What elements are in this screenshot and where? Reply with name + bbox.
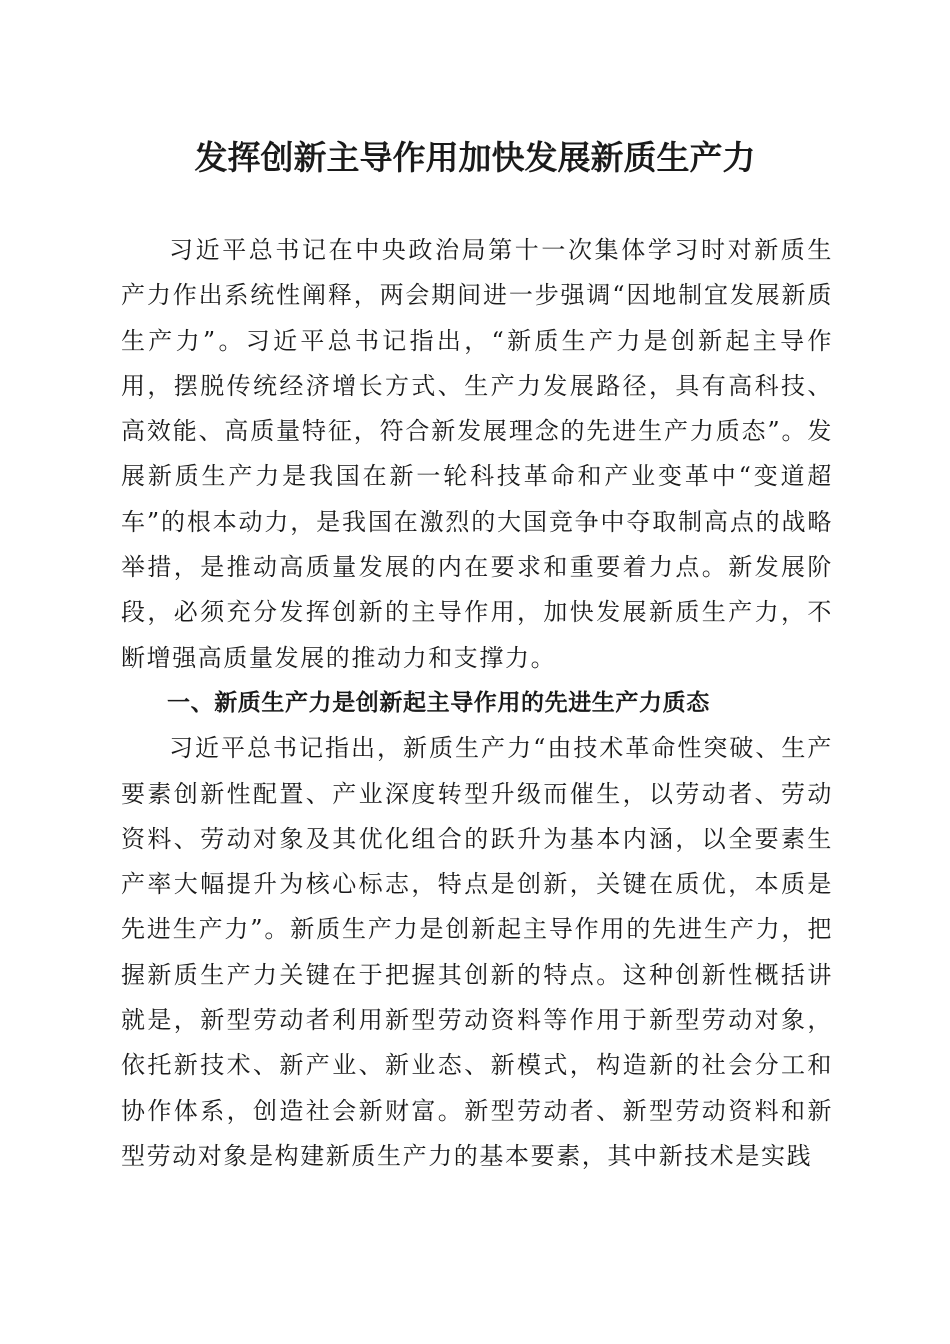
document-title: 发挥创新主导作用加快发展新质生产力 <box>194 138 756 177</box>
document-body <box>121 228 833 1179</box>
section-heading: 一、新质生产力是创新起主导作用的先进生产力质态 <box>167 689 710 716</box>
section-paragraph: 习近平总书记指出，新质生产力“由技术革命性突破、生产要素创新性配置、产业深度转型升级而催生，以劳动者、劳动资料、劳动对象及其优化组合的跃升为基本内涵，以全要素生产率大幅提升为核心标志，特点是创新，关键在质优，本质是先进生产力”。新质生产力是创新起主导作用的先进生产力，把握新质生产力关键在于把握其创新的特点。这种创新性概括讲就是，新型劳动者利用新型劳动资料等作用于新型劳动对象，依托新技术、新产业、新业态、新模式，构造新的社会分工和协作体系，创造社会新财富。新型劳动者、新型劳动资料和新型劳动对象是构建新质生产力的基本要素，其中新技术是实践 <box>121 734 833 1170</box>
intro-paragraph: 习近平总书记在中央政治局第十一次集体学习时对新质生产力作出系统性阐释，两会期间进一步强调“因地制宜发展新质生产力”。习近平总书记指出，“新质生产力是创新起主导作用，摆脱传统经济增长方式、生产力发展路径，具有高科技、高效能、高质量特征，符合新发展理念的先进生产力质态”。发展新质生产力是我国在新一轮科技革命和产业变革中“变道超车”的根本动力，是我国在激烈的大国竞争中夺取制高点的战略举措，是推动高质量发展的内在要求和重要着力点。新发展阶段，必须充分发挥创新的主导作用，加快发展新质生产力，不断增强高质量发展的推动力和支撑力。 <box>121 236 833 672</box>
